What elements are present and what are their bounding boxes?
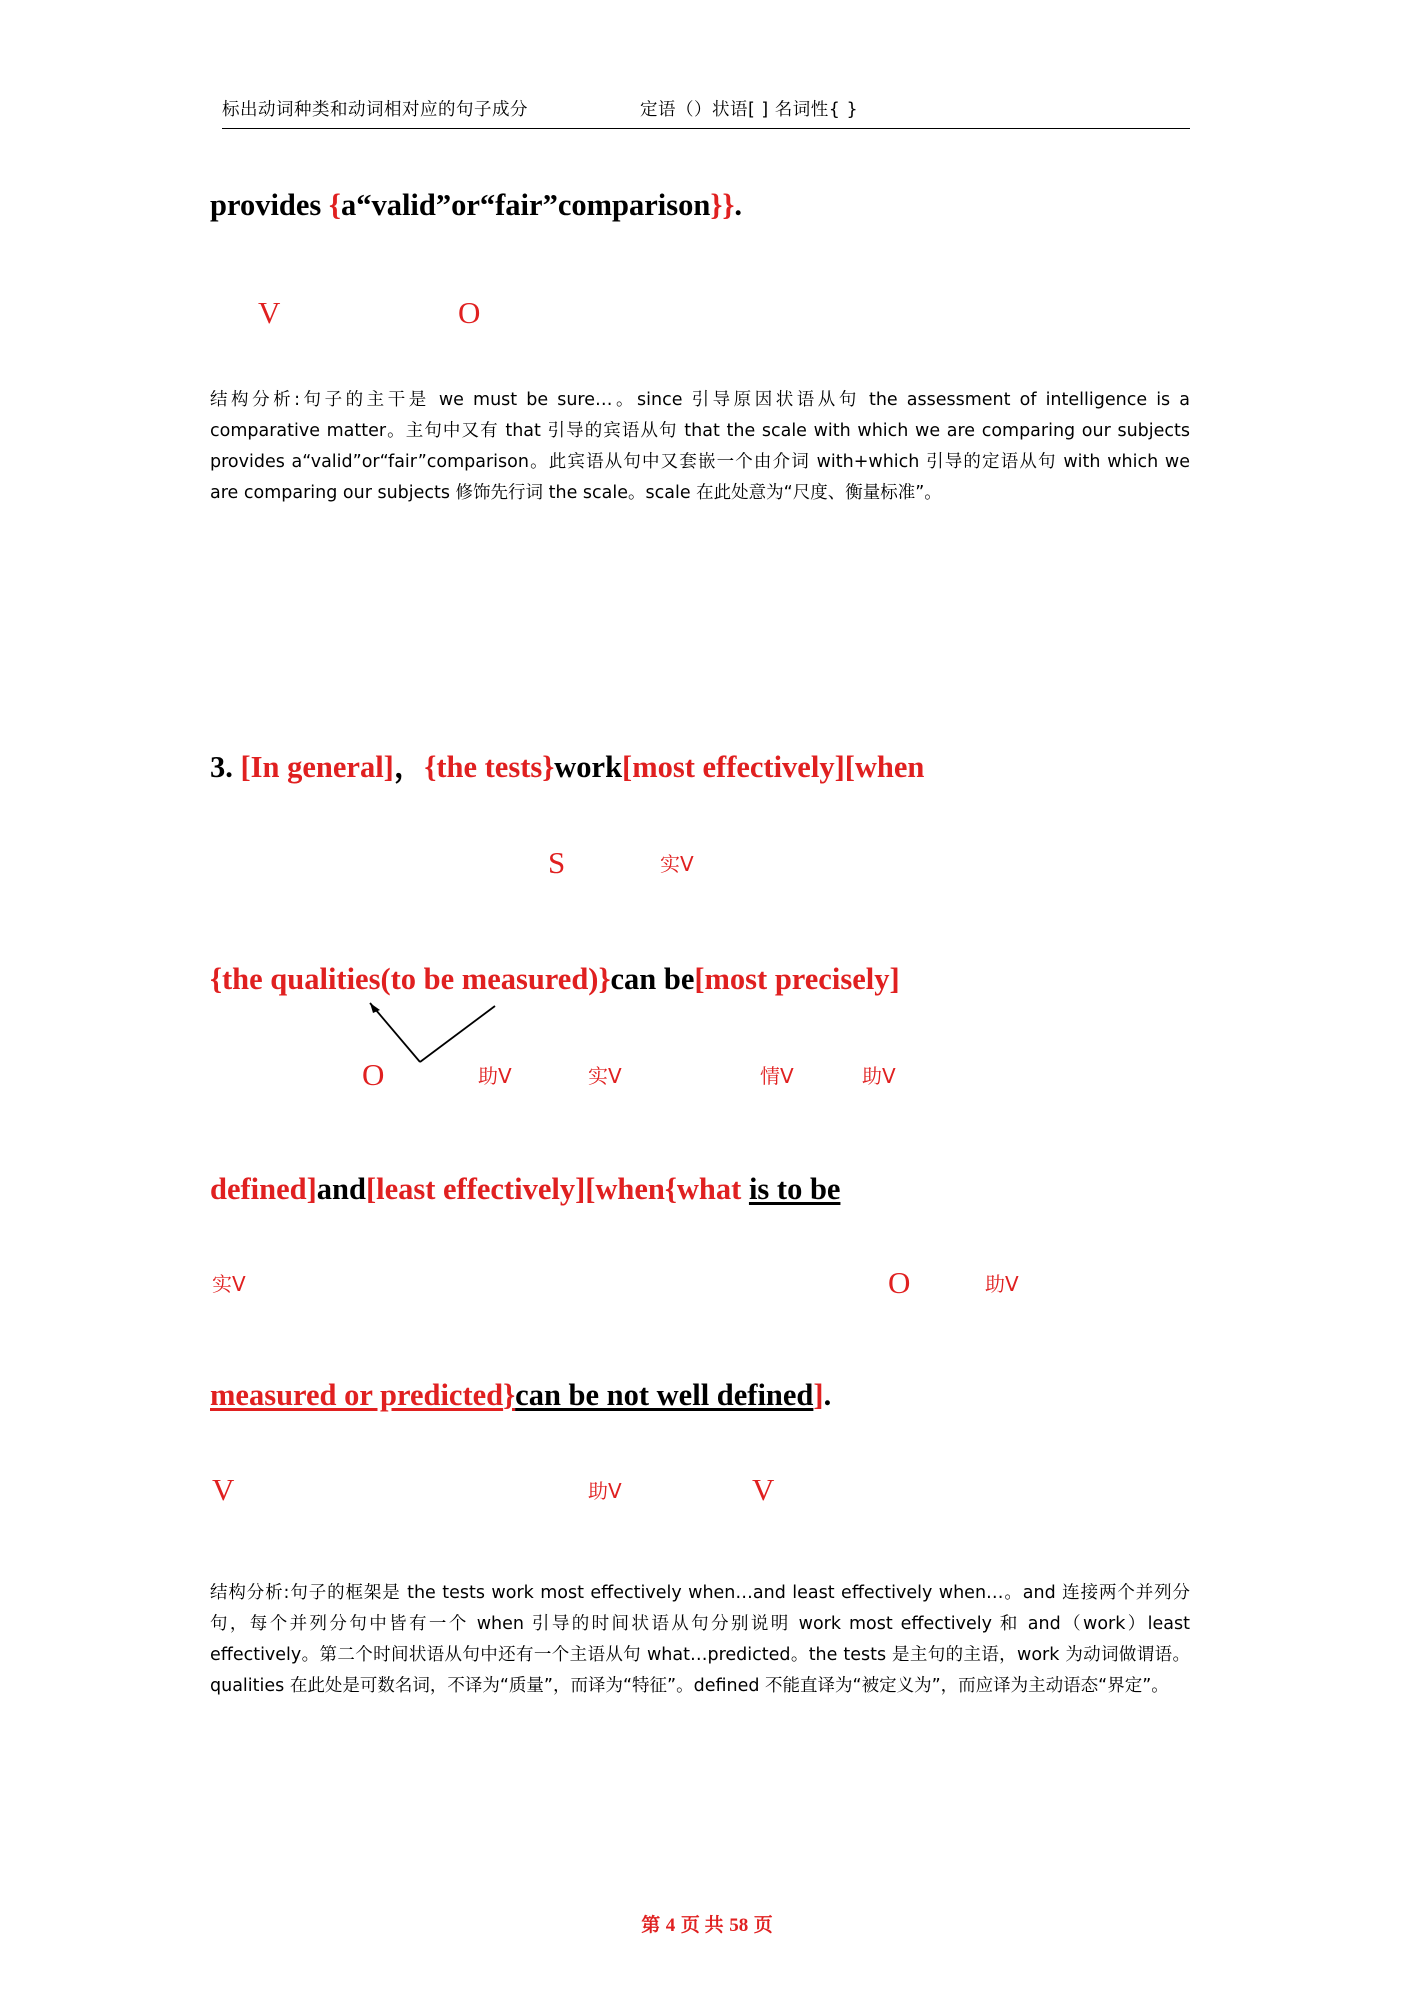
- item3-mark-v-2: V: [752, 1472, 775, 1507]
- page-header: [222, 96, 1190, 121]
- item3-mark-zhu-v-3: [985, 1265, 1019, 1301]
- footer-total-pages: 58: [729, 1915, 749, 1936]
- item3-mark-zhu-label-3: 助V: [985, 1272, 1019, 1296]
- item3-line-2: [210, 962, 900, 997]
- footer-middle: 页 共: [680, 1915, 724, 1936]
- item3-brace-close-2: }: [598, 962, 611, 996]
- item3-mark-qing-v: [760, 1057, 794, 1093]
- item3-comma: ，: [393, 750, 425, 784]
- item3-verb-measured-or-predicted: measured or predicted: [210, 1378, 504, 1412]
- analysis-paragraph-2: 结构分析:句子的框架是 the tests work most effectively when…and least effectively when…。and 连接两个并列分句，每个并列分句中皆有一个 when 引导的时间状语从句分别说明 work most effectively 和 and（work）least effectively。第二个时间状语从句中还有一个主语从句 what…predicted。the tests 是主句的主语，work 为动词做谓语。qualities 在此处是可数名词，不译为“质量”，而译为“特征”。defined 不能直译为“被定义为”，而应译为主动语态“界定”。: [210, 1583, 1190, 1697]
- item3-clause-when-open-2: [when: [585, 1172, 665, 1206]
- footer-prefix: 第: [641, 1915, 661, 1936]
- sentence1-brace-close: }}: [710, 188, 735, 222]
- page-footer: [0, 1910, 1414, 1937]
- item3-phrase-is-to-be: is to be: [748, 1172, 841, 1206]
- footer-suffix: 页: [753, 1915, 773, 1936]
- item3-bracket-close: ]: [813, 1378, 824, 1412]
- header-divider: [222, 128, 1190, 129]
- item3-mark-zhu-label-2: 助V: [862, 1064, 896, 1088]
- item3-mark-v-1: V: [212, 1472, 235, 1507]
- item3-object-the-qualities: {the qualities: [210, 962, 381, 996]
- item3-adverbial-most-effectively: [most effectively]: [622, 750, 845, 784]
- sentence1-period: .: [734, 188, 742, 222]
- item3-mark-zhu-label-4: 助V: [588, 1479, 622, 1503]
- analysis-paragraph-1: 结构分析:句子的主干是 we must be sure…。since 引导原因状语从句 the assessment of intelligence is a comparative matter。主句中又有 that 引导的宾语从句 that the scale with which we are comparing our subjects provides a“valid”or“fair”comparison。此宾语从句中又套嵌一个由介词 with+which 引导的定语从句 with which we are comparing our subjects 修饰先行词 the scale。scale 在此处意为“尺度、衡量标准”。: [210, 390, 1190, 504]
- item3-mark-shi-v-1: [660, 845, 694, 881]
- item3-verb-work: work: [554, 750, 623, 784]
- item3-mark-o-2: O: [888, 1265, 911, 1300]
- header-right-label: 定语（）状语[ ] 名词性{ }: [640, 100, 859, 120]
- item3-predicate-can-be-not-well-defined: can be not well defined: [515, 1378, 814, 1412]
- item3-mark-shi-v-3: [212, 1265, 246, 1301]
- item3-mark-shi-label-1: 实V: [660, 852, 694, 876]
- item3-verb-can-be: can be: [610, 962, 695, 996]
- item3-mark-zhu-v-2: [862, 1057, 896, 1093]
- item3-subject-the-tests: {the tests}: [424, 750, 555, 784]
- item3-clause-when-open: [when: [844, 750, 925, 784]
- item3-line-3: [210, 1172, 840, 1207]
- sentence1-mark-o: O: [458, 295, 481, 330]
- item3-attributive-to-be-measured: (to be measured): [380, 962, 599, 996]
- item3-mark-zhu-v-4: [588, 1472, 622, 1508]
- item3-adverbial-most-precisely: [most precisely]: [694, 962, 900, 996]
- item3-line-1: [210, 750, 924, 785]
- item3-adverbial-in-general: [In general]: [240, 750, 394, 784]
- item3-number: 3.: [210, 750, 233, 784]
- sentence1-verb: provides: [210, 188, 329, 222]
- item3-adverbial-least-effectively: [least effectively]: [365, 1172, 586, 1206]
- sentence-continuation-line: [210, 188, 742, 223]
- sentence1-brace-open: {: [328, 188, 341, 222]
- item3-mark-s: S: [548, 845, 566, 880]
- item3-final-period: .: [823, 1378, 832, 1412]
- item3-brace-close-3: }: [503, 1378, 516, 1412]
- item3-mark-shi-label-2: 实V: [588, 1064, 622, 1088]
- item3-line-4: [210, 1378, 831, 1413]
- footer-page-number: 4: [665, 1915, 676, 1936]
- item3-mark-o-1: O: [362, 1057, 385, 1092]
- item3-mark-zhu-v-1: [478, 1057, 512, 1093]
- item3-conjunction-and: and: [316, 1172, 366, 1206]
- item3-subject-clause-what: {what: [664, 1172, 749, 1206]
- header-left-label: 标出动词种类和动词相对应的句子成分: [222, 100, 528, 120]
- sentence1-object: a“valid”or“fair”comparison: [340, 188, 711, 222]
- item3-verb-defined: defined]: [210, 1172, 317, 1206]
- item3-mark-shi-label-3: 实V: [212, 1272, 246, 1296]
- sentence1-mark-v: V: [258, 295, 281, 330]
- annotation-arrows-icon: [360, 1000, 540, 1070]
- item3-mark-zhu-label-1: 助V: [478, 1064, 512, 1088]
- item3-mark-qing-label: 情V: [760, 1064, 794, 1088]
- item3-mark-shi-v-2: [588, 1057, 622, 1093]
